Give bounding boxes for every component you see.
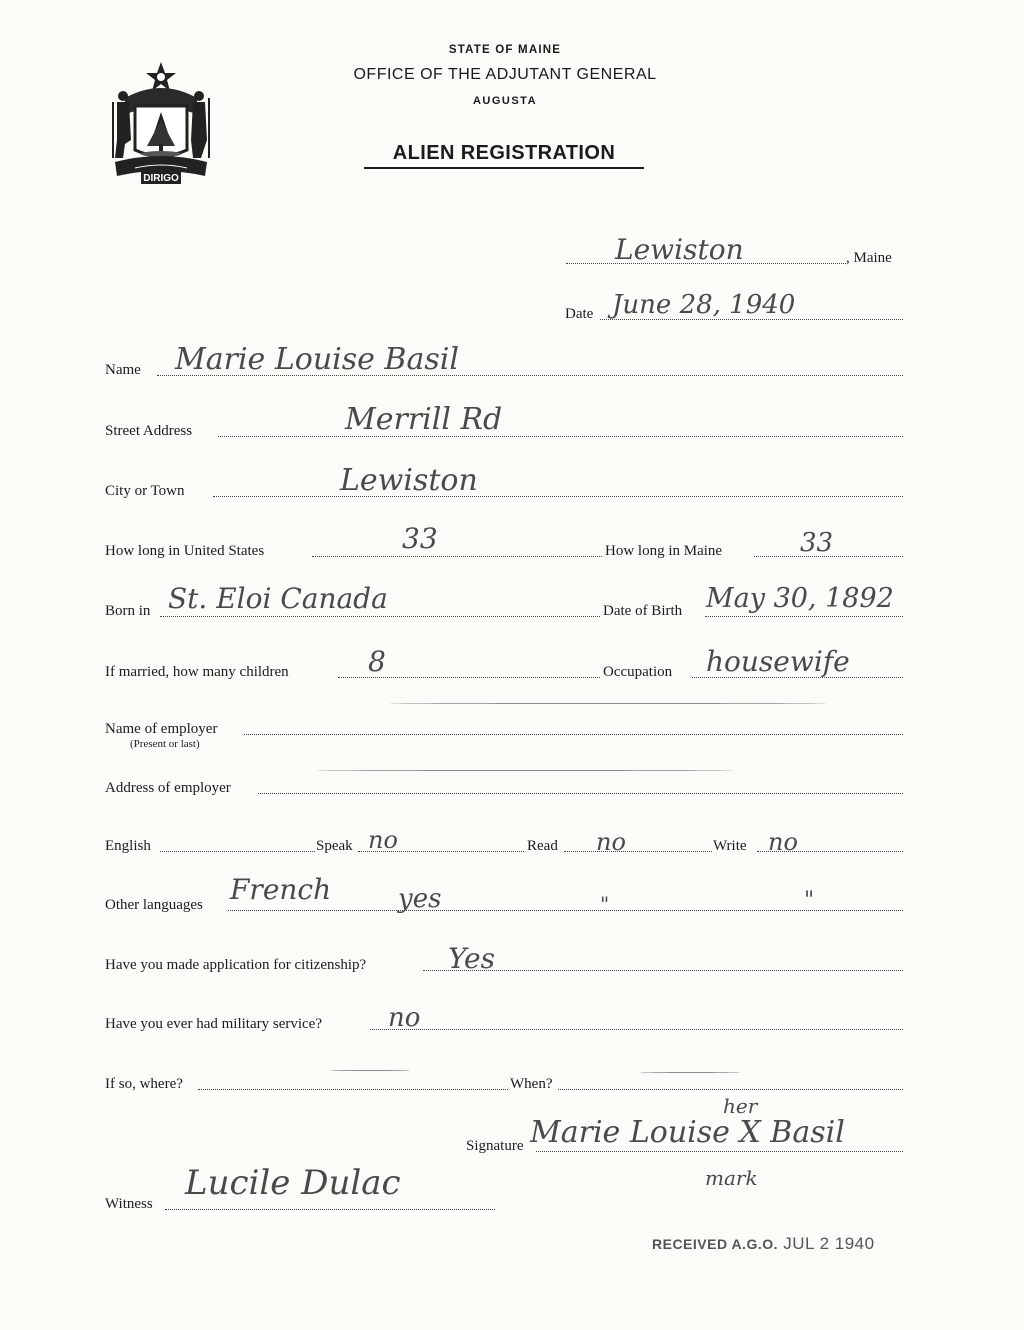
signature-label: Signature — [466, 1138, 524, 1154]
birth-date-label: Date of Birth — [603, 603, 683, 619]
city-value[interactable]: Lewiston — [340, 463, 478, 498]
maine-years-value[interactable]: 33 — [800, 528, 834, 558]
other-languages-ditto-1: " — [600, 892, 610, 916]
speak-value[interactable]: no — [368, 826, 398, 854]
citizenship-line — [423, 970, 903, 971]
witness-value[interactable]: Lucile Dulac — [185, 1163, 401, 1203]
city-line — [213, 496, 903, 497]
witness-line — [165, 1209, 495, 1210]
city-heading: AUGUSTA — [472, 95, 538, 107]
when-line[interactable] — [558, 1089, 903, 1090]
born-in-value[interactable]: St. Eloi Canada — [168, 582, 388, 615]
city-label: City or Town — [105, 483, 185, 499]
place-suffix-label: , Maine — [846, 250, 892, 266]
us-years-label: How long in United States — [105, 543, 265, 559]
military-label: Have you ever had military service? — [105, 1016, 322, 1032]
children-label: If married, how many children — [105, 664, 289, 680]
employer-line[interactable] — [244, 734, 903, 735]
other-languages-line — [228, 910, 903, 911]
write-value[interactable]: no — [768, 828, 798, 856]
other-languages-value[interactable]: French — [230, 873, 332, 906]
birth-date-value[interactable]: May 30, 1892 — [706, 583, 894, 614]
name-label: Name — [105, 362, 141, 378]
us-years-value[interactable]: 33 — [402, 522, 438, 555]
us-years-line — [312, 556, 602, 557]
military-value[interactable]: no — [388, 1003, 421, 1033]
street-label: Street Address — [105, 423, 193, 439]
birth-date-line — [705, 616, 903, 617]
received-stamp — [652, 1234, 875, 1254]
received-stamp-text: RECEIVED A.G.O. — [652, 1236, 779, 1252]
other-languages-yes[interactable]: yes — [398, 884, 442, 914]
other-languages-ditto-2: " — [804, 888, 815, 913]
occupation-value[interactable]: housewife — [706, 645, 850, 678]
signature-value[interactable]: Marie Louise X Basil — [530, 1115, 845, 1150]
born-in-label: Born in — [105, 603, 151, 619]
read-label: Read — [527, 838, 558, 854]
name-value[interactable]: Marie Louise Basil — [175, 342, 459, 377]
write-label: Write — [713, 838, 747, 854]
other-languages-label: Other languages — [105, 897, 203, 913]
witness-label: Witness — [105, 1196, 153, 1212]
employer-label: Name of employer — [105, 721, 218, 737]
english-label: English — [105, 838, 151, 854]
military-line — [370, 1029, 903, 1030]
received-stamp-date: JUL 2 1940 — [783, 1234, 875, 1253]
pen-dash-line — [388, 703, 828, 704]
signature-line — [536, 1151, 903, 1152]
employer-address-line[interactable] — [258, 793, 903, 794]
date-label: Date — [565, 306, 594, 322]
born-in-line — [160, 616, 600, 617]
street-value[interactable]: Merrill Rd — [345, 402, 503, 437]
read-line — [564, 851, 712, 852]
signature-mark: mark — [705, 1166, 758, 1190]
maine-years-label: How long in Maine — [605, 543, 723, 559]
occupation-label: Occupation — [603, 664, 673, 680]
date-value[interactable]: June 28, 1940 — [612, 290, 796, 320]
office-heading: OFFICE OF THE ADJUTANT GENERAL — [353, 66, 657, 83]
pen-dash-line-2 — [315, 770, 735, 771]
state-seal-icon — [105, 58, 217, 186]
where-line[interactable] — [198, 1089, 508, 1090]
read-value[interactable]: no — [596, 828, 626, 856]
place-value[interactable]: Lewiston — [615, 233, 744, 266]
pen-dash-line-3 — [330, 1070, 410, 1071]
employer-address-label: Address of employer — [105, 780, 231, 796]
signature-her: her — [723, 1094, 758, 1118]
english-line — [160, 851, 315, 852]
when-label: When? — [510, 1076, 553, 1092]
children-value[interactable]: 8 — [368, 645, 386, 678]
street-line — [218, 436, 903, 437]
form-title: ALIEN REGISTRATION — [364, 142, 644, 169]
where-label: If so, where? — [105, 1076, 183, 1092]
employer-sublabel: (Present or last) — [130, 738, 200, 750]
pen-dash-line-4 — [640, 1072, 740, 1073]
speak-label: Speak — [316, 838, 353, 854]
citizenship-label: Have you made application for citizenship? — [105, 957, 367, 973]
state-heading: STATE OF MAINE — [448, 44, 562, 56]
seal-motto-text: DIRIGO — [143, 173, 179, 184]
citizenship-value[interactable]: Yes — [448, 942, 495, 975]
